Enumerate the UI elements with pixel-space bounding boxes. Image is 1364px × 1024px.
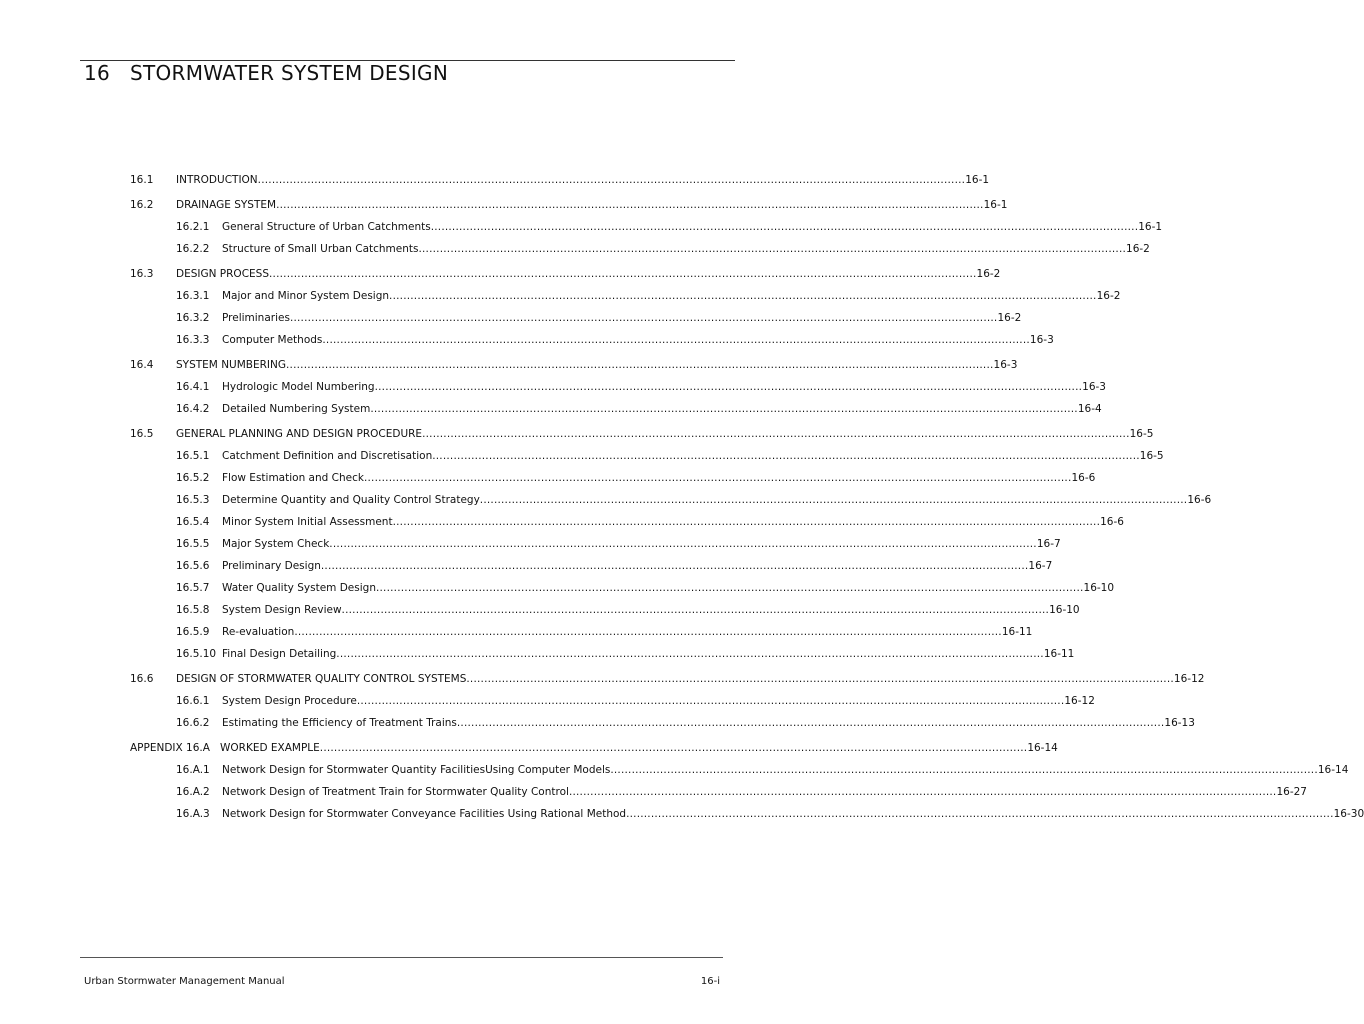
toc-entry-page: 16-6 [1071, 472, 1096, 484]
toc-entry[interactable] [176, 449, 1164, 463]
toc-entry[interactable] [176, 471, 1096, 485]
toc-dot-leader: ........................................................................................................................................................................................................ [389, 290, 1097, 302]
toc-entry-number: 16.5.10 [176, 648, 217, 660]
toc-entry-number: 16.5.5 [176, 538, 210, 550]
toc-entry-title: System Design Procedure [222, 695, 357, 707]
toc-entry[interactable] [176, 311, 1022, 325]
toc-entry[interactable] [176, 694, 1095, 708]
toc-entry-title: Catchment Definition and Discretisation [222, 450, 433, 462]
toc-entry-number: 16.1 [130, 174, 154, 186]
toc-entry-page: 16-2 [1126, 243, 1150, 255]
toc-entry-title: Water Quality System Design [222, 582, 376, 594]
toc-entry-page: 16-5 [1129, 428, 1154, 440]
toc-dot-leader: ........................................................................................................................................................................................................ [269, 268, 977, 280]
toc-entry[interactable] [176, 603, 1080, 617]
toc-entry-title: Detailed Numbering System [222, 403, 371, 415]
toc-entry-title: Minor System Initial Assessment [222, 516, 393, 528]
toc-entry-page: 16-7 [1028, 560, 1053, 572]
toc-entry[interactable] [130, 267, 1001, 281]
toc-entry-number: 16.2 [130, 199, 154, 211]
toc-dot-leader: ........................................................................................................................................................................................................ [257, 174, 966, 186]
toc-dot-leader: ........................................................................................................................................................................................................ [341, 604, 1050, 616]
toc-entry-page: 16-3 [1082, 381, 1106, 393]
toc-entry[interactable] [176, 807, 1364, 821]
toc-dot-leader: ........................................................................................................................................................................................................ [422, 428, 1130, 440]
toc-entry-number: 16.2.2 [176, 243, 210, 255]
toc-entry-title: GENERAL PLANNING AND DESIGN PROCEDURE [176, 428, 423, 440]
toc-entry-number: 16.5 [130, 428, 154, 440]
toc-entry[interactable] [176, 716, 1195, 730]
toc-entry-number: 16.A.3 [176, 808, 210, 820]
toc-entry-title: DESIGN OF STORMWATER QUALITY CONTROL SYSTEMS [176, 673, 467, 685]
toc-entry-number: 16.6 [130, 673, 154, 685]
toc-dot-leader: ........................................................................................................................................................................................................ [375, 582, 1084, 594]
footer-page-number: 16-i [700, 976, 720, 987]
toc-entry[interactable] [130, 198, 1008, 212]
toc-entry-number: 16.5.9 [176, 626, 210, 638]
toc-entry[interactable] [176, 333, 1054, 347]
toc-dot-leader: ........................................................................................................................................................................................................ [286, 359, 994, 371]
toc-entry-title: DESIGN PROCESS [176, 268, 269, 280]
toc-entry-number: 16.3 [130, 268, 154, 280]
toc-entry[interactable] [130, 173, 990, 187]
toc-dot-leader: ........................................................................................................................................................................................................ [568, 786, 1277, 798]
toc-entry-title: Network Design for Stormwater Conveyance Facilities Using Rational Method [222, 808, 627, 820]
toc-entry-number: 16.4.1 [176, 381, 210, 393]
toc-entry-title: System Design Review [222, 604, 342, 616]
toc-entry[interactable] [176, 289, 1121, 303]
toc-entry-page: 16-12 [1173, 673, 1205, 685]
toc-dot-leader: ........................................................................................................................................................................................................ [430, 221, 1139, 233]
toc-entry[interactable] [176, 763, 1349, 777]
toc-entry[interactable] [176, 625, 1033, 639]
toc-entry-number: 16.5.2 [176, 472, 210, 484]
toc-dot-leader: ........................................................................................................................................................................................................ [432, 450, 1140, 462]
toc-entry-number: 16.6.2 [176, 717, 210, 729]
toc-dot-leader: ........................................................................................................................................................................................................ [363, 472, 1072, 484]
toc-entry-page: 16-2 [997, 312, 1022, 324]
toc-entry[interactable] [130, 358, 1018, 372]
toc-entry-page: 16-11 [1043, 648, 1075, 660]
toc-entry-title: General Structure of Urban Catchments [222, 221, 431, 233]
toc-entry-title: Major and Minor System Design [222, 290, 390, 302]
chapter-title: STORMWATER SYSTEM DESIGN [130, 61, 449, 85]
toc-dot-leader: ........................................................................................................................................................................................................ [392, 516, 1101, 528]
toc-dot-leader: ........................................................................................................................................................................................................ [276, 199, 984, 211]
toc-dot-leader: ........................................................................................................................................................................................................ [418, 243, 1127, 255]
toc-dot-leader: ........................................................................................................................................................................................................ [320, 560, 1029, 572]
toc-dot-leader: ........................................................................................................................................................................................................ [319, 742, 1028, 754]
toc-entry-page: 16-6 [1100, 516, 1124, 528]
toc-entry[interactable] [176, 402, 1102, 416]
toc-dot-leader: ........................................................................................................................................................................................................ [466, 673, 1174, 685]
toc-entry[interactable] [176, 220, 1163, 234]
toc-entry-number: 16.3.1 [176, 290, 210, 302]
toc-entry[interactable] [176, 581, 1115, 595]
toc-entry-title: Hydrologic Model Numbering [222, 381, 375, 393]
toc-entry[interactable] [130, 741, 1058, 755]
toc-entry-number: APPENDIX 16.A [130, 742, 210, 754]
toc-entry[interactable] [176, 242, 1150, 256]
toc-entry[interactable] [176, 647, 1075, 661]
toc-entry-number: 16.5.7 [176, 582, 210, 594]
toc-entry-page: 16-3 [993, 359, 1018, 371]
toc-entry-page: 16-2 [1096, 290, 1121, 302]
toc-entry[interactable] [176, 380, 1106, 394]
toc-entry-number: 16.5.3 [176, 494, 210, 506]
toc-entry-title: Preliminary Design [222, 560, 321, 572]
toc-entry[interactable] [176, 559, 1053, 573]
toc-entry-number: 16.4.2 [176, 403, 210, 415]
toc-dot-leader: ........................................................................................................................................................................................................ [626, 808, 1334, 820]
toc-entry-page: 16-11 [1001, 626, 1033, 638]
toc-entry-page: 16-5 [1139, 450, 1164, 462]
toc-dot-leader: ........................................................................................................................................................................................................ [610, 764, 1318, 776]
toc-entry-page: 16-1 [1138, 221, 1163, 233]
toc-dot-leader: ........................................................................................................................................................................................................ [456, 717, 1165, 729]
footer-rule [80, 957, 723, 958]
toc-entry-number: 16.3.2 [176, 312, 210, 324]
toc-entry-page: 16-30 [1333, 808, 1364, 820]
toc-dot-leader: ........................................................................................................................................................................................................ [479, 494, 1188, 506]
toc-entry-title: Network Design for Stormwater Quantity FacilitiesUsing Computer Models [222, 764, 611, 776]
toc-entry-number: 16.A.1 [176, 764, 210, 776]
toc-dot-leader: ........................................................................................................................................................................................................ [294, 626, 1002, 638]
toc-entry-number: 16.2.1 [176, 221, 210, 233]
toc-entry-page: 16-12 [1064, 695, 1095, 707]
toc-entry-title: Determine Quantity and Quality Control Strategy [222, 494, 480, 506]
toc-dot-leader: ........................................................................................................................................................................................................ [356, 695, 1065, 707]
toc-entry-title: DRAINAGE SYSTEM [176, 199, 277, 211]
footer-manual-title: Urban Stormwater Management Manual [84, 976, 285, 987]
toc-entry-page: 16-14 [1317, 764, 1349, 776]
toc-entry-title: INTRODUCTION [176, 174, 258, 186]
toc-entry-page: 16-4 [1077, 403, 1102, 415]
toc-entry-title: Re-evaluation [222, 626, 295, 638]
chapter-number: 16 [84, 61, 111, 85]
toc-entry-title: Structure of Small Urban Catchments [222, 243, 419, 255]
toc-entry-title: Network Design of Treatment Train for Stormwater Quality Control [222, 786, 569, 798]
toc-entry-page: 16-13 [1164, 717, 1195, 729]
toc-entry[interactable] [176, 493, 1212, 507]
toc-entry-number: 16.5.8 [176, 604, 210, 616]
toc-entry-title: Preliminaries [222, 312, 290, 324]
toc-dot-leader: ........................................................................................................................................................................................................ [336, 648, 1044, 660]
toc-entry-title: SYSTEM NUMBERING [176, 359, 287, 371]
toc-entry-page: 16-2 [976, 268, 1001, 280]
toc-dot-leader: ........................................................................................................................................................................................................ [329, 538, 1037, 550]
toc-entry-number: 16.4 [130, 359, 154, 371]
toc-entry[interactable] [130, 672, 1205, 686]
toc-entry-page: 16-27 [1276, 786, 1307, 798]
toc-entry-title: WORKED EXAMPLE [220, 742, 320, 754]
toc-entry-number: 16.5.4 [176, 516, 210, 528]
toc-dot-leader: ........................................................................................................................................................................................................ [370, 403, 1078, 415]
toc-entry-page: 16-1 [965, 174, 990, 186]
toc-entry-title: Final Design Detailing [222, 648, 337, 660]
toc-entry-title: Major System Check [222, 538, 330, 550]
toc-entry[interactable] [176, 537, 1061, 551]
toc-entry-page: 16-3 [1029, 334, 1054, 346]
toc-entry-number: 16.5.1 [176, 450, 210, 462]
toc-entry-page: 16-1 [983, 199, 1008, 211]
toc-entry-page: 16-14 [1027, 742, 1058, 754]
toc-entry-number: 16.6.1 [176, 695, 210, 707]
toc-entry-page: 16-10 [1083, 582, 1115, 594]
toc-entry[interactable] [176, 785, 1307, 799]
toc-entry-page: 16-7 [1036, 538, 1061, 550]
toc-entry-title: Computer Methods [222, 334, 323, 346]
toc-dot-leader: ........................................................................................................................................................................................................ [289, 312, 998, 324]
toc-dot-leader: ........................................................................................................................................................................................................ [322, 334, 1030, 346]
toc-entry-number: 16.3.3 [176, 334, 210, 346]
toc-entry-title: Estimating the Efficiency of Treatment Trains [222, 717, 457, 729]
toc-dot-leader: ........................................................................................................................................................................................................ [374, 381, 1083, 393]
toc-entry-number: 16.5.6 [176, 560, 210, 572]
toc-entry-page: 16-10 [1049, 604, 1080, 616]
toc-entry-page: 16-6 [1187, 494, 1212, 506]
toc-entry-number: 16.A.2 [176, 786, 210, 798]
toc-entry-title: Flow Estimation and Check [222, 472, 364, 484]
toc-entry[interactable] [130, 427, 1154, 441]
toc-entry[interactable] [176, 515, 1124, 529]
